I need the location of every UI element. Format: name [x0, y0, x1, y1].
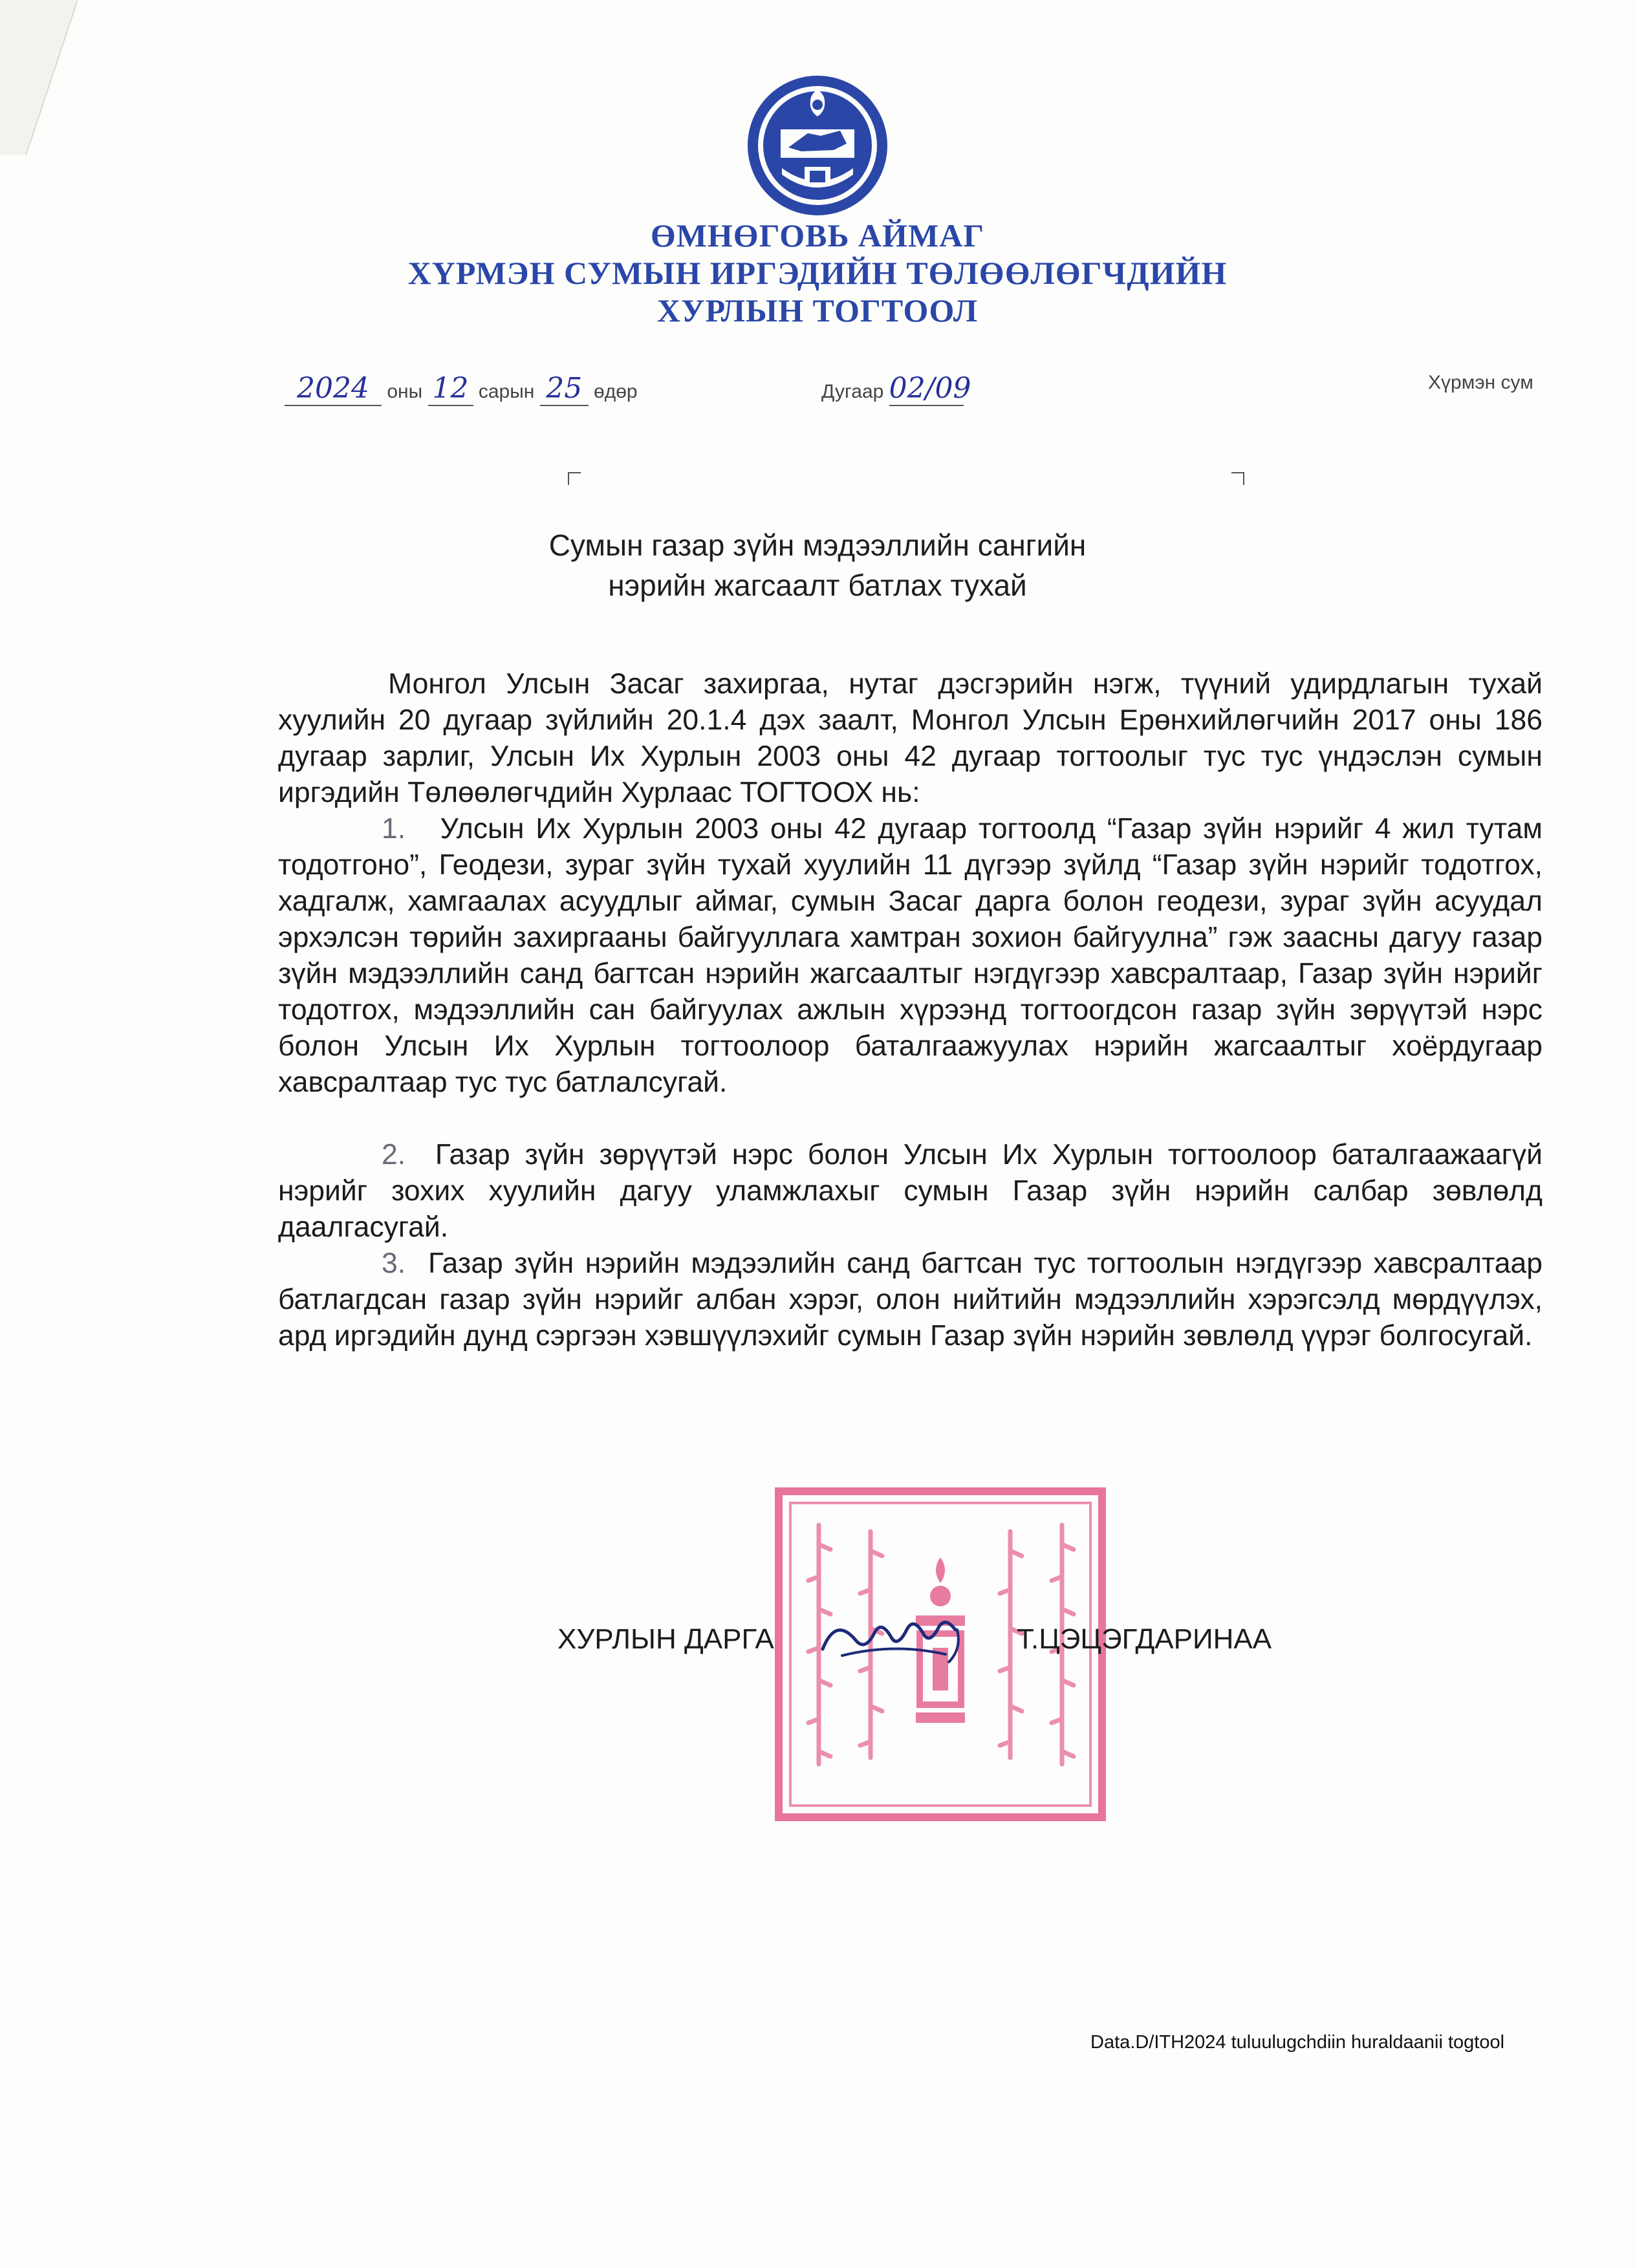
- date-year-suffix: оны: [387, 381, 423, 402]
- item-text: Газар зүйн зөрүүтэй нэрс болон Улсын Их Хурлын тогтоолоор баталгаажаагүй нэрийг зохих хуулийн дагуу уламжлахыг сумын Газар зүйн нэрийн салбар зөвлөлд даалгасугай.: [278, 1139, 1543, 1243]
- list-item: [278, 811, 1543, 1101]
- item-text: Газар зүйн нэрийн мэдээлийн санд багтсан тус тогтоолын нэгдүгээр хавсралтаар батлагдсан газар зүйн нэрийг албан хэрэг, олон нийтийн мэдээллийн хэрэгсэлд мөрдүүлэх, ард иргэдийн дунд сэргээн хэвшүүлэхийг сумын Газар зүйн нэрийн зөвлөлд үүрэг болгосугай.: [278, 1247, 1543, 1352]
- place: Хүрмэн сум: [1428, 372, 1533, 393]
- subject-bracket-left: [568, 472, 581, 485]
- signatory-name: Т.ЦЭЦЭГДАРИНАА: [1017, 1623, 1272, 1655]
- header-doc-type: ХУРЛЫН ТОГТООЛ: [656, 292, 979, 329]
- list-item: [278, 1246, 1543, 1354]
- subject-line-2: нэрийн жагсаалт батлах тухай: [608, 568, 1027, 602]
- number-line: [821, 372, 971, 406]
- date-year: 2024: [297, 372, 369, 405]
- signature-title: ХУРЛЫН ДАРГА: [558, 1623, 774, 1655]
- subject-line-1: Сумын газар зүйн мэдээллийн сангийн: [548, 528, 1087, 562]
- date-day-suffix: өдөр: [594, 381, 638, 402]
- item-number: 1.: [382, 813, 406, 845]
- page-fold-mark: [0, 0, 78, 155]
- item-text: Улсын Их Хурлын 2003 оны 42 дугаар тогтоолд “Газар зүйн нэрийг 4 жил тутам тодотгоно”, Геодези, зураг зүйн тухай хуулийн 11 дүгээр зүйлд “Газар зүйн нэрийг тодотгох, хадгалж, хамгаалах асуудлыг аймаг, сумын Засаг дарга болон геодези, зураг зүйн асуудал эрхэлсэн төрийн захиргааны байгууллага хамтран зохион байгуулна” гэж заасны дагуу газар зүйн мэдээллийн санд багтсан нэрийн жагсаалтыг нэгдүгээр хавсралтаар, Газар зүйн нэрийг тодотгох, мэдээллийн сан байгуулах ажлын хүрээнд тогтоогдсон газар зүйн зөрүүтэй нэрс болон Улсын Их Хурлын тогтоолоор баталгаажуулах нэрийн жагсаалтыг хоёрдугаар хавсралтаар тус тус батлалсугай.: [278, 813, 1543, 1098]
- handwritten-signature: [816, 1604, 965, 1669]
- item-number: 3.: [382, 1247, 406, 1279]
- header-province: ӨМНӨГОВЬ АЙМАГ: [650, 217, 985, 254]
- header-council: ХҮРМЭН СУМЫН ИРГЭДИЙН ТӨЛӨӨЛӨГЧДИЙН: [407, 255, 1228, 291]
- preamble-paragraph: Монгол Улсын Засаг захиргаа, нутаг дэсгэрийн нэгж, түүний удирдлагын тухай хуулийн 20 дугаар зүйлийн 20.1.4 дэх заалт, Монгол Улсын Ерөнхийлөгчийн 2017 оны 186 дугаар зарлиг, Улсын Их Хурлын 2003 оны 42 дугаар тогтоолыг тус тус үндэслэн сумын иргэдийн Төлөөлөгчдийн Хурлаас ТОГТООХ нь:: [278, 668, 1543, 808]
- footer-reference: Data.D/ITH2024 tuluulugchdiin huraldaanii togtool: [1090, 2032, 1505, 2053]
- state-emblem-icon: [743, 71, 892, 220]
- list-item: [278, 1137, 1543, 1246]
- date-month-suffix: сарын: [478, 381, 535, 402]
- item-number: 2.: [382, 1139, 406, 1171]
- date-day: 25: [546, 372, 583, 405]
- number-label: Дугаар: [821, 381, 884, 402]
- date-line: [285, 372, 638, 406]
- document-number: 02/09: [889, 372, 971, 405]
- date-month: 12: [432, 372, 469, 405]
- subject-bracket-right: [1231, 472, 1244, 485]
